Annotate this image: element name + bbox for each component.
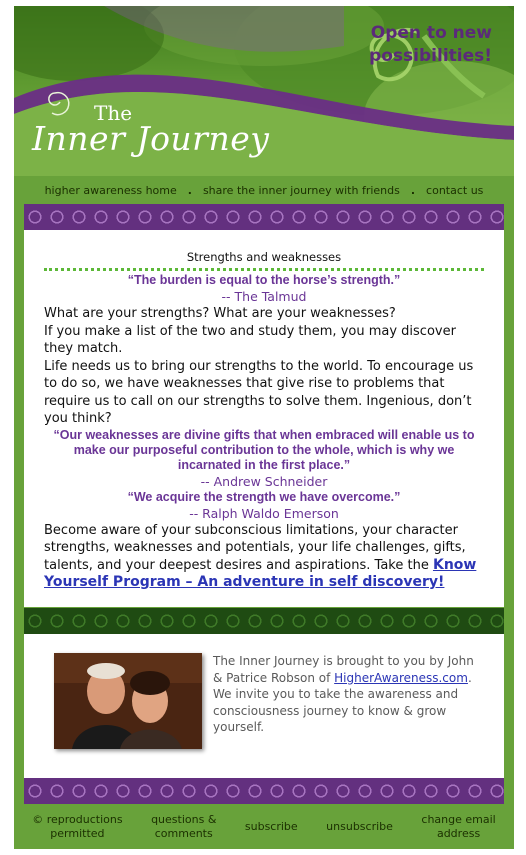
about-text-after: . We invite you to take the awareness and consciousness journey to know & grow yourself. xyxy=(213,670,472,734)
footer-label: questions & xyxy=(151,812,217,826)
nav-separator: . xyxy=(187,183,192,197)
paragraph-4 xyxy=(44,522,484,592)
couple-photo-image xyxy=(54,653,202,749)
article-heading: Strengths and weaknesses xyxy=(186,250,342,264)
purple-divider-band xyxy=(24,204,504,230)
quote-talmud: “The burden is equal to the horse’s strength.” xyxy=(127,273,401,287)
footer-label: change email xyxy=(421,812,496,826)
footer-label: subscribe xyxy=(244,819,298,833)
footer-nav xyxy=(14,804,514,849)
paragraph-4-text: Become aware of your subconscious limitations, your character strengths, weaknesses and potentials, your life challenges, gifts, talents, and your deepest desires and aspirations. Take the xyxy=(44,522,466,573)
footer-label: comments xyxy=(154,826,213,840)
tagline-line-1: Open to new xyxy=(370,23,492,43)
about-text xyxy=(213,653,479,736)
paragraph-2: If you make a list of the two and study them, you may discover they match. xyxy=(44,323,456,356)
newsletter-frame xyxy=(14,6,514,849)
logo-name: Inner Journey xyxy=(32,119,270,158)
footer-label: unsubscribe xyxy=(326,819,393,833)
header-tagline xyxy=(292,22,492,68)
footer-label: address xyxy=(436,826,481,840)
dotted-divider xyxy=(44,268,484,271)
tagline-line-2: possibilities! xyxy=(369,46,492,66)
paragraph-1: What are your strengths? What are your weaknesses? xyxy=(44,306,396,321)
quote-emerson: “We acquire the strength we have overcome.” xyxy=(127,489,401,504)
higherawareness-link[interactable]: HigherAwareness.com xyxy=(334,670,468,685)
footer-subscribe[interactable] xyxy=(245,820,298,834)
robson-photo xyxy=(54,653,202,749)
nav-higher-awareness-home[interactable]: higher awareness home xyxy=(44,183,177,197)
paragraph-3: Life needs us to bring our strengths to the world. To encourage us to do so, we have weaknesses that give rise to problems that require us to call on our strengths to solve them. Ingenious, don’t you think? xyxy=(44,358,474,426)
article-content xyxy=(24,230,504,607)
about-text-before: The Inner Journey is brought to you by John & Patrice Robson of xyxy=(213,654,474,685)
about-section xyxy=(24,634,504,778)
author-emerson: -- Ralph Waldo Emerson xyxy=(189,505,339,521)
footer-label: permitted xyxy=(50,826,105,840)
nav-contact-us[interactable]: contact us xyxy=(426,183,484,197)
author-schneider: -- Andrew Schneider xyxy=(200,473,328,489)
top-nav xyxy=(14,176,514,204)
footer-reproductions-permitted[interactable] xyxy=(32,813,122,841)
nav-share-with-friends[interactable]: share the inner journey with friends xyxy=(202,183,400,197)
footer-questions-comments[interactable] xyxy=(151,813,216,841)
green-divider-band xyxy=(24,608,504,634)
know-yourself-program-link[interactable]: Know Yourself Program – An adventure in self discovery! xyxy=(44,556,477,590)
nav-separator: . xyxy=(410,183,416,197)
footer-change-email[interactable] xyxy=(421,813,495,841)
footer-unsubscribe[interactable] xyxy=(326,820,393,834)
purple-footer-band xyxy=(24,778,504,804)
header-banner xyxy=(14,6,514,176)
author-talmud: -- The Talmud xyxy=(221,289,307,304)
footer-label: © reproductions xyxy=(32,812,123,826)
quote-schneider: “Our weaknesses are divine gifts that when embraced will enable us to make our purposeful contribution to the whole, which is why we incarnated in the first place.” xyxy=(53,427,475,472)
logo-the: The xyxy=(94,101,133,125)
